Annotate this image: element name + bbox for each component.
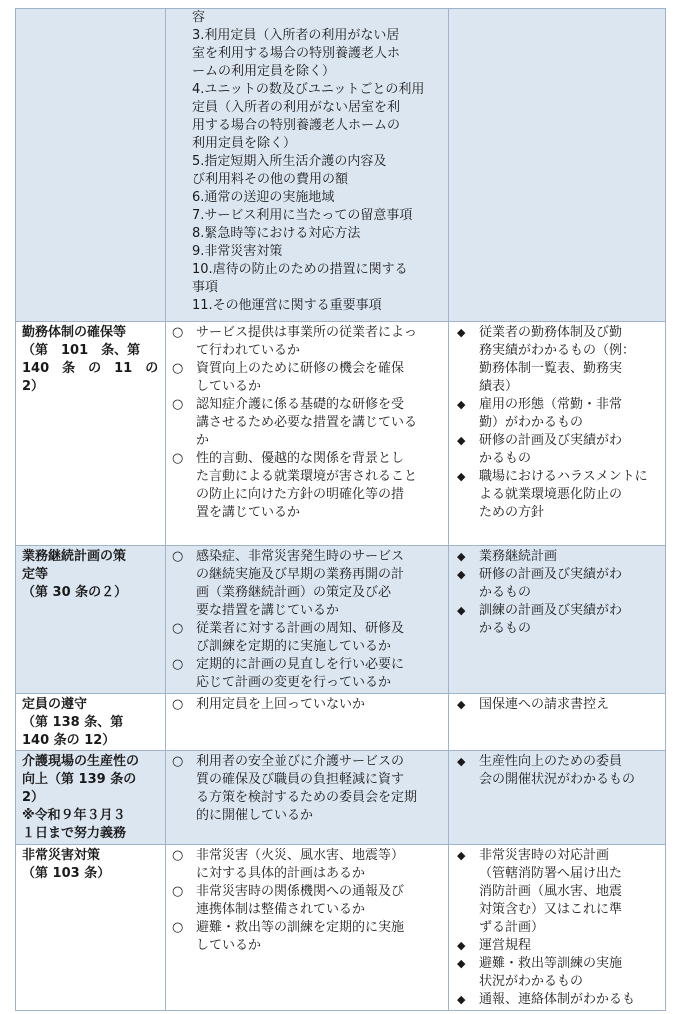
check-item: ○ 資質向上のために研修の機会を確保 しているか [172,361,405,394]
table-row [16,546,666,694]
diamond-marker: ◆ [457,939,466,952]
inspection-table [15,8,666,1011]
check-cell [166,9,449,322]
check-item: ○ 非常災害（火災、風水害、地震等） に対する具体的計画はあるか [172,848,405,881]
check-item: ○ 利用定員を上回っていないか [172,697,366,712]
circle-marker: ○ [172,549,184,564]
circle-marker: ○ [172,451,184,466]
circle-marker: ○ [172,325,184,340]
list-line: 事項 [192,280,219,295]
doc-item: ◆ 研修の計画及び実績がわ かるもの [457,433,623,466]
list-line: 定員（入所者の利用がない居室を利 [192,100,401,115]
list-line: 11.その他運営に関する重要事項 [192,298,382,313]
heading-cell [16,694,166,751]
list-line: 3.利用定員（入所者の利用がない居 [192,28,400,43]
docs-cell [449,845,666,1011]
check-item: ○ サービス提供は事業所の従業者によっ て行われているか [172,325,418,358]
diamond-marker: ◆ [457,849,466,862]
list-line: び利用料その他の費用の額 [192,172,349,187]
check-item: ○ 避難・救出等の訓練を定期的に実施 しているか [172,920,405,953]
docs-cell [449,694,666,751]
check-item: ○ 従業者に対する計画の周知、研修及 び訓練を定期的に実施しているか [172,621,405,654]
circle-marker: ○ [172,848,184,863]
doc-item: ◆ 国保連への請求書控え [457,697,610,712]
list-line: 利用定員を除く） [192,136,297,151]
doc-item: ◆ 雇用の形態（常勤・非常 勤）がわかるもの [457,397,623,430]
heading-cell [16,845,166,1011]
row-heading: 業務継続計画の策 定等 （第 30 条の２） [22,549,128,600]
check-item: ○ 利用者の安全並びに介護サービスの 質の確保及び職員の負担軽減に資す る方策を検討するための委員会を定期 的に開催しているか [172,754,418,823]
row-heading: 勤務体制の確保等 （第 101 条、第 140 条 の 11 の 2） [22,325,159,394]
heading-cell [16,9,166,322]
doc-item: ◆ 訓練の計画及び実績がわ かるもの [457,603,623,636]
diamond-marker: ◆ [457,434,466,447]
diamond-marker: ◆ [457,698,466,711]
circle-marker: ○ [172,884,184,899]
circle-marker: ○ [172,657,184,672]
diamond-marker: ◆ [457,326,466,339]
circle-marker: ○ [172,697,184,712]
list-line: 8.緊急時等における対応方法 [192,226,361,241]
list-line: 容 [192,10,206,25]
doc-item: ◆ 避難・救出等訓練の実施 状況がわかるもの [457,956,623,989]
circle-marker: ○ [172,920,184,935]
circle-marker: ○ [172,397,184,412]
row-heading: 定員の遵守 （第 138 条、第 140 条の 12） [22,697,124,748]
table-row [16,845,666,1011]
list-line: 5.指定短期入所生活介護の内容及 [192,154,387,169]
check-item: ○ 定期的に計画の見直しを行い必要に 応じて計画の変更を行っているか [172,657,405,690]
check-cell [166,845,449,1011]
check-item: ○ 非常災害時の関係機関への通報及び 連携体制は整備されているか [172,884,405,917]
heading-cell [16,322,166,546]
doc-item: ◆ 生産性向上のための委員 会の開催状況がわかるもの [457,754,636,787]
list-line: 9.非常災害対策 [192,244,283,259]
check-item: ○ 性的言動、優越的な関係を背景とし た言動による就業環境が害されること の防止に向けた方針の明確化等の措 置を講じているか [172,451,418,520]
docs-cell [449,546,666,694]
table-row [16,322,666,546]
check-cell [166,694,449,751]
check-item: ○ 認知症介護に係る基礎的な研修を受 講させるため必要な措置を講じている か [172,397,418,448]
list-line: 4.ユニットの数及びユニットごとの利用 [192,82,425,97]
diamond-marker: ◆ [457,568,466,581]
operating-rules-list [166,9,448,315]
diamond-marker: ◆ [457,550,466,563]
circle-marker: ○ [172,621,184,636]
diamond-marker: ◆ [457,755,466,768]
check-item: ○ 感染症、非常災害発生時のサービス の継続実施及び早期の業務再開の計 画（業務継続計画）の策定及び必 要な措置を講じているか [172,549,405,618]
circle-marker: ○ [172,361,184,376]
diamond-marker: ◆ [457,957,466,970]
diamond-marker: ◆ [457,604,466,617]
check-cell [166,322,449,546]
list-line: 用する場合の特別養護老人ホームの [192,118,401,133]
row-heading: 介護現場の生産性の 向上（第 139 条の 2） ※令和９年３月３ １日まで努力義務 [22,754,140,841]
table-row [16,751,666,845]
list-line: ームの利用定員を除く） [192,64,336,79]
table-row [16,9,666,322]
doc-item: ◆ 研修の計画及び実績がわ かるもの [457,567,623,600]
diamond-marker: ◆ [457,398,466,411]
circle-marker: ○ [172,754,184,769]
list-line: 6.通常の送迎の実施地域 [192,190,335,205]
heading-cell [16,546,166,694]
docs-cell [449,9,666,322]
check-cell [166,546,449,694]
diamond-marker: ◆ [457,470,466,483]
docs-cell [449,322,666,546]
heading-cell [16,751,166,845]
list-line: 10.虐待の防止のための措置に関する [192,262,408,277]
doc-item: ◆ 運営規程 [457,938,532,953]
docs-cell [449,751,666,845]
row-heading: 非常災害対策 （第 103 条） [22,848,111,881]
doc-item: ◆ 非常災害時の対応計画 （管轄消防署へ届け出た 消防計画（風水害、地震 対策含む）又はこれに準 ずる計画） [457,848,623,935]
table-row [16,694,666,751]
doc-item: ◆ 通報、連絡体制がわかるも [457,992,636,1007]
doc-item: ◆ 職場におけるハラスメントに よる就業環境悪化防止の ための方針 [457,469,648,520]
list-line: 室を利用する場合の特別養護老人ホ [192,46,401,61]
doc-item: ◆ 業務継続計画 [457,549,558,564]
doc-item: ◆ 従業者の勤務体制及び勤 務実績がわかるもの（例： 勤務体制一覧表、勤務実 績表） [457,325,636,394]
check-cell [166,751,449,845]
list-line: 7.サービス利用に当たっての留意事項 [192,208,413,223]
diamond-marker: ◆ [457,993,466,1006]
